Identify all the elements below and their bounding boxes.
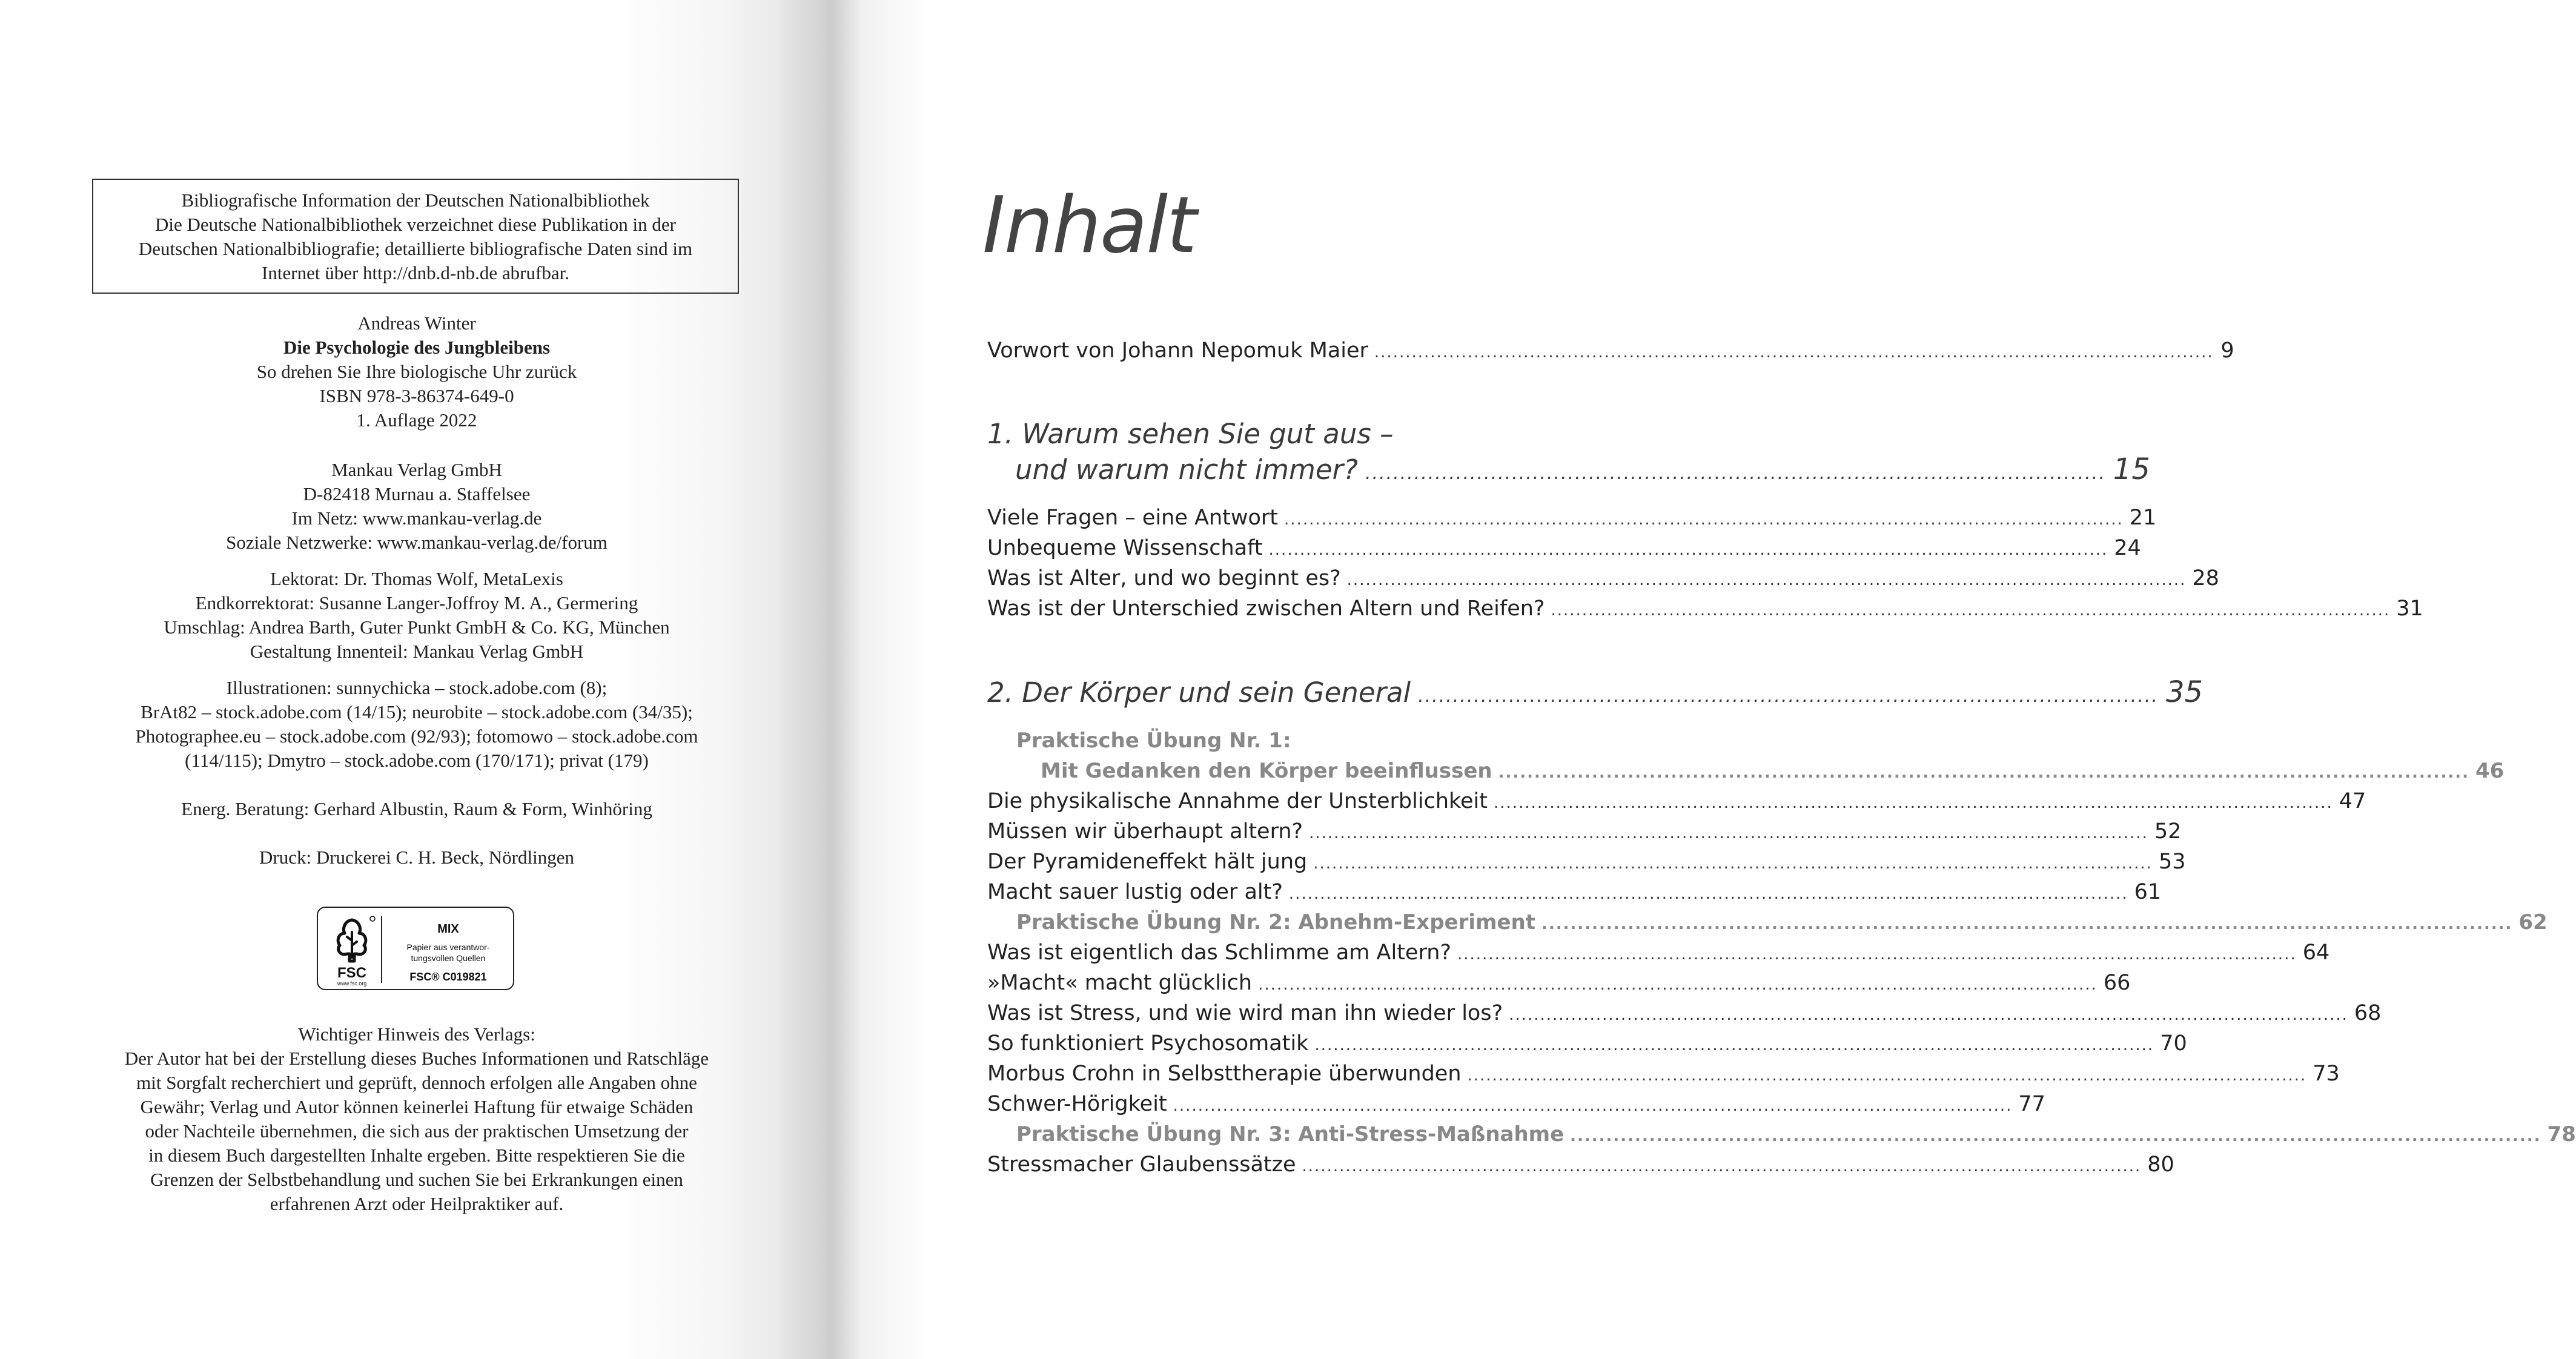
toc-entry[interactable]	[987, 877, 2162, 907]
toc-entry-page: 28	[2192, 566, 2219, 590]
toc-leader-dots: .......................................................................................................................................	[1302, 1157, 2142, 1175]
credits	[92, 567, 741, 664]
toc-leader-dots: .......................................................................................................................................	[1498, 764, 2469, 782]
chapter-1-page: 15	[2113, 452, 2150, 486]
book-subtitle: So drehen Sie Ihre biologische Uhr zurück	[256, 361, 577, 382]
toc-entry-label: Praktische Übung Nr. 2: Abnehm-Experiment	[1016, 910, 1535, 934]
toc-entry-label: »Macht« macht glücklich	[987, 971, 1253, 995]
toc-entry-label: Unbequeme Wissenschaft	[987, 536, 1263, 560]
chapter-1-line1: 1. Warum sehen Sie gut aus –	[987, 418, 1394, 450]
fsc-site: www.fsc.org	[337, 980, 367, 987]
toc-entry-label: Was ist Alter, und wo beginnt es?	[987, 566, 1341, 590]
toc-chapter-1-heading-cont[interactable]	[987, 451, 2150, 488]
toc-leader-dots: .......................................................................................................................................	[1309, 824, 2148, 842]
cip-line: Deutschen Nationalbibliografie; detaillierte bibliografische Daten sind im	[138, 238, 693, 259]
toc-entry-page: 21	[2129, 506, 2157, 530]
notice-line: in diesem Buch dargestellten Inhalte ergeben. Bitte respektieren Sie die	[148, 1145, 685, 1166]
toc-entry-page: 46	[2475, 759, 2505, 783]
cip-line: Die Deutsche Nationalbibliothek verzeichnet diese Publikation in der	[155, 214, 676, 235]
publisher-web: Im Netz: www.mankau-verlag.de	[291, 508, 542, 529]
toc-entry-label: Vorwort von Johann Nepomuk Maier	[987, 339, 1368, 363]
author: Andreas Winter	[357, 312, 476, 334]
credit-line: Umschlag: Andrea Barth, Guter Punkt GmbH & Co. KG, München	[164, 617, 670, 638]
toc-leader-dots: .......................................................................................................................................	[1374, 343, 2214, 362]
toc-entry-label: So funktioniert Psychosomatik	[987, 1031, 1309, 1056]
toc-entry-page: 47	[2339, 789, 2366, 813]
fsc-tree-logo-icon	[326, 914, 377, 965]
toc-entry[interactable]	[987, 968, 2131, 998]
notice-line: oder Nachteile übernehmen, die sich aus der praktischen Umsetzung der	[145, 1120, 689, 1142]
notice-line: mit Sorgfalt recherchiert und geprüft, dennoch erfolgen alle Angaben ohne	[136, 1072, 697, 1093]
toc-entry-page: 68	[2354, 1001, 2382, 1025]
toc-entry[interactable]	[987, 816, 2182, 847]
toc-leader-dots: .......................................................................................................................................	[1258, 976, 2098, 994]
toc-leader-dots: .......................................................................................................................................	[1509, 1006, 2348, 1024]
cip-line: Internet über http://dnb.d-nb.de abrufbar.	[262, 262, 569, 283]
fsc-mix: MIX	[437, 922, 459, 936]
book-gutter	[781, 0, 860, 1359]
toc-entry-label: Schwer-Hörigkeit	[987, 1092, 1167, 1116]
toc-entry-label: Die physikalische Annahme der Unsterblichkeit	[987, 789, 1488, 813]
publisher-address: D-82418 Murnau a. Staffelsee	[303, 483, 531, 504]
toc-entry[interactable]	[987, 1149, 2174, 1180]
toc-leader-dots: .......................................................................................................................................	[1284, 511, 2124, 529]
notice-heading: Wichtiger Hinweis des Verlags:	[298, 1023, 535, 1045]
toc-leader-dots: .......................................................................................................................................	[1570, 1127, 2541, 1145]
toc-leader-dots: .......................................................................................................................................	[1314, 1036, 2154, 1054]
credit-line: Endkorrektorat: Susanne Langer-Joffroy M. A., Germering	[195, 592, 638, 613]
toc-leader-dots: .......................................................................................................................................	[1268, 541, 2108, 559]
toc-leader-dots: .......................................................................................................................................	[1551, 601, 2391, 620]
toc-entry-label: Morbus Crohn in Selbsttherapie überwunden	[987, 1062, 1462, 1086]
publisher-notice	[92, 1022, 741, 1216]
fsc-label	[317, 907, 514, 990]
book-info	[92, 311, 741, 432]
toc-entry-label: Viele Fragen – eine Antwort	[987, 506, 1279, 530]
notice-line: erfahrenen Arzt oder Heilpraktiker auf.	[270, 1193, 564, 1214]
toc-entry[interactable]	[987, 563, 2219, 594]
toc-entry-page: 62	[2518, 910, 2548, 934]
isbn: ISBN 978-3-86374-649-0	[319, 385, 514, 406]
illustration-line: Illustrationen: sunnychicka – stock.adobe.com (8);	[226, 677, 608, 698]
toc-entry-label: Stressmacher Glaubenssätze	[987, 1152, 1296, 1177]
chapter-2-page: 35	[2165, 675, 2204, 709]
toc-entry-label: Was ist Stress, und wie wird man ihn wieder los?	[987, 1001, 1503, 1025]
toc-leader-dots: .......................................................................................................................................	[1467, 1066, 2307, 1085]
toc-exercise-1-heading[interactable]	[987, 726, 1635, 756]
toc-entry-foreword[interactable]	[987, 336, 2234, 366]
toc-entry-page: 64	[2302, 941, 2330, 965]
toc-entry-page: 80	[2147, 1152, 2174, 1177]
illustration-line: (114/115); Dmytro – stock.adobe.com (170/171); privat (179)	[185, 750, 649, 771]
toc-entry-label: Praktische Übung Nr. 1:	[1016, 729, 1291, 753]
toc-entry-label: Macht sauer lustig oder alt?	[987, 880, 1283, 904]
notice-line: Grenzen der Selbstbehandlung und suchen Sie bei Erkrankungen einen	[150, 1169, 683, 1190]
toc-entry-page: 78	[2547, 1122, 2576, 1146]
fsc-mix-text	[385, 942, 512, 964]
toc-entry[interactable]	[987, 503, 2157, 533]
toc-entry-label: Was ist der Unterschied zwischen Altern und Reifen?	[987, 597, 1545, 621]
credit-line: Lektorat: Dr. Thomas Wolf, MetaLexis	[270, 568, 563, 589]
toc-leader-dots: .......................................................................................................................................	[1313, 855, 2153, 873]
edition: 1. Auflage 2022	[356, 409, 477, 431]
credit-line: Gestaltung Innenteil: Mankau Verlag GmbH	[250, 641, 584, 662]
toc-entry[interactable]	[987, 937, 2330, 968]
notice-line: Gewähr; Verlag und Autor können keinerlei Haftung für etwaige Schäden	[140, 1096, 694, 1117]
publisher-social: Soziale Netzwerke: www.mankau-verlag.de/forum	[226, 532, 608, 553]
toc-leader-dots: .......................................................................................................................................	[1541, 915, 2513, 933]
illustration-line: Photographee.eu – stock.adobe.com (92/93); fotomowo – stock.adobe.com	[135, 726, 698, 747]
fsc-code: FSC® C019821	[409, 971, 487, 983]
illustration-line: BrAt82 – stock.adobe.com (14/15); neurobite – stock.adobe.com (34/35);	[141, 701, 693, 722]
toc-exercise-2[interactable]	[987, 907, 2548, 937]
toc-leader-dots: .......................................................................................................................................	[1457, 945, 2297, 964]
cip-info-box	[92, 179, 739, 294]
toc-entry-page: 77	[2018, 1092, 2045, 1116]
toc-title: Inhalt	[982, 180, 1196, 271]
fsc-divider	[381, 916, 382, 983]
toc-chapter-1-heading[interactable]	[987, 415, 1635, 453]
publisher-name: Mankau Verlag GmbH	[331, 459, 502, 480]
toc-entry[interactable]	[987, 1089, 2045, 1119]
toc-leader-dots: .......................................................................................................................................	[1494, 794, 2333, 812]
toc-leader-dots: .......................................................................................................................................	[1346, 571, 2187, 589]
toc-entry-page: 61	[2134, 880, 2162, 904]
toc-entry-label: Der Pyramideneffekt hält jung	[987, 850, 1308, 874]
toc-entry-page: 31	[2396, 597, 2423, 621]
toc-entry-page: 70	[2160, 1031, 2187, 1056]
toc-entry-label: Praktische Übung Nr. 3: Anti-Stress-Maßnahme	[1016, 1122, 1564, 1146]
chapter-2-line1: 2. Der Körper und sein General	[987, 676, 1411, 709]
toc-entry-page: 24	[2114, 536, 2141, 560]
fsc-wordmark: FSC	[337, 965, 366, 981]
fsc-mix-text-1: Papier aus verantwor-	[406, 942, 490, 952]
druck-text: Druck: Druckerei C. H. Beck, Nördlingen	[259, 847, 574, 868]
toc-entry-page: 52	[2154, 819, 2182, 844]
publisher-info	[92, 458, 741, 555]
chapter-1-line2: und warum nicht immer?	[1015, 454, 1358, 486]
druck-line	[92, 845, 741, 870]
notice-line: Der Autor hat bei der Erstellung dieses Buches Informationen und Ratschläge	[124, 1048, 709, 1069]
toc-entry[interactable]	[987, 1028, 2187, 1059]
toc-leader-dots: ..........................................................................................................	[1365, 463, 2106, 484]
toc-leader-dots: .......................................................................................................................................	[1173, 1097, 2013, 1115]
toc-exercise-1[interactable]	[987, 756, 2505, 786]
fsc-mix-text-2: tungsvollen Quellen	[411, 953, 486, 963]
toc-entry-page: 73	[2313, 1062, 2340, 1086]
toc-entry[interactable]	[987, 847, 2186, 877]
book-title: Die Psychologie des Jungbleibens	[283, 337, 551, 358]
toc-leader-dots: .......................................................................................................................................	[1288, 885, 2128, 903]
energ-line	[92, 797, 741, 821]
toc-entry-page: 66	[2103, 971, 2131, 995]
toc-entry-label: Müssen wir überhaupt altern?	[987, 819, 1303, 844]
toc-entry[interactable]	[987, 998, 2382, 1028]
toc-entry[interactable]	[987, 786, 2366, 816]
toc-entry-label: Mit Gedanken den Körper beeinflussen	[1041, 759, 1492, 783]
toc-entry[interactable]	[987, 533, 2141, 563]
toc-exercise-3[interactable]	[987, 1119, 2576, 1149]
illustration-credits	[92, 676, 741, 773]
toc-entry[interactable]	[987, 594, 2423, 624]
toc-leader-dots: ..........................................................................................................	[1418, 686, 2159, 707]
toc-entry-page: 53	[2158, 850, 2186, 874]
cip-line: Bibliografische Information der Deutschen Nationalbibliothek	[181, 190, 650, 211]
toc-chapter-2-heading[interactable]	[987, 673, 2204, 711]
toc-entry-page: 9	[2220, 339, 2234, 363]
toc-entry-label: Was ist eigentlich das Schlimme am Altern?	[987, 941, 1451, 965]
toc-entry[interactable]	[987, 1059, 2340, 1089]
energ-text: Energ. Beratung: Gerhard Albustin, Raum & Form, Winhöring	[181, 798, 652, 819]
